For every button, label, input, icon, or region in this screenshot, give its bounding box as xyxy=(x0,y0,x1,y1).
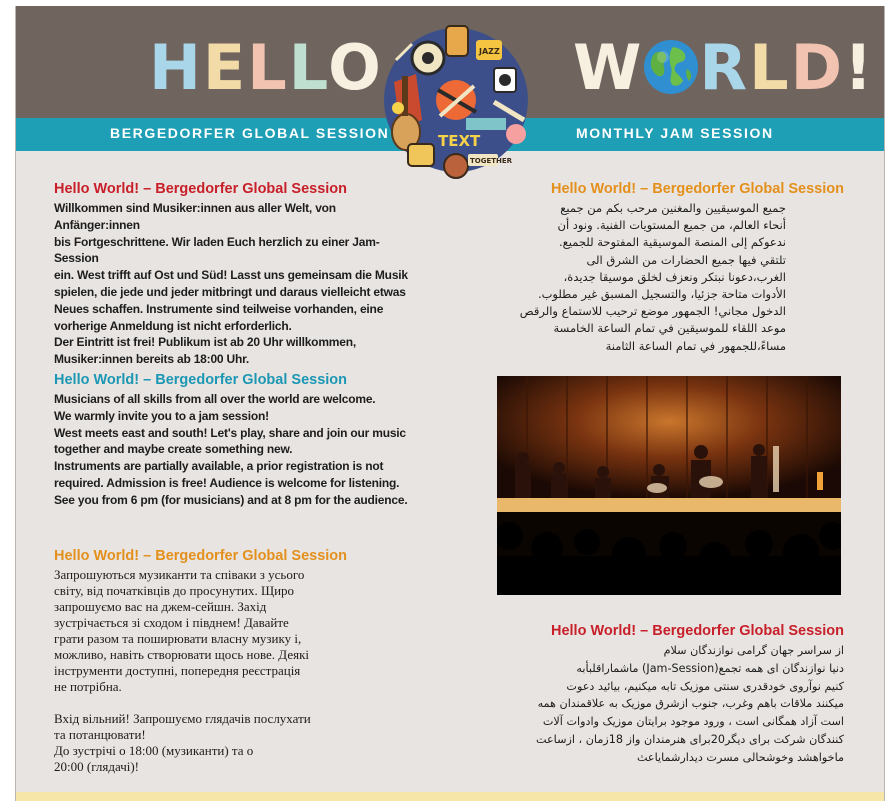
arabic-line: أنحاء العالم، من جميع المستويات الفنية. ونود أن xyxy=(557,218,786,233)
arabic-body xyxy=(476,200,844,355)
ukrainian-line: запрошуємо вас на джем-сейшн. Захід xyxy=(54,599,267,614)
persian-line: است آزاد همگانی است ، ورود موجود برایتان موزیک وادوات آلات xyxy=(542,715,844,729)
arabic-line: تلتقي فيها جميع الحضارات من الشرق الى xyxy=(586,252,786,267)
persian-line: کنندگان شرکت برای دیگر20برای هنرمندان واز 18زمان ، ازساعت xyxy=(536,732,844,746)
ukrainian-line: До зустрічі о 18:00 (музиканти) та о xyxy=(54,743,254,758)
arabic-line: الغرب،دعونا نبتكر ونعزف لخلق موسيقا جديدة، xyxy=(563,269,786,284)
ukrainian-line: зустрічається зі сходом і півднем! Давайте xyxy=(54,615,289,630)
arabic-line: الأدوات متاحة جزئيا، والتسجيل المسبق غير مطلوب. xyxy=(537,287,786,302)
section-arabic xyxy=(476,180,844,355)
instrument-collage-logo xyxy=(376,20,536,180)
german-line: Der Eintritt ist frei! Publikum ist ab 20 Uhr willkommen, xyxy=(54,335,356,350)
svg-text:TEXT: TEXT xyxy=(438,132,481,150)
ukrainian-line: Вхід вільний! Запрошуємо глядачів послухати xyxy=(54,711,311,726)
persian-body xyxy=(476,642,844,767)
english-line: required. Admission is free! Audience is welcome for listening. xyxy=(54,475,400,490)
ukrainian-line: не потрібна. xyxy=(54,679,122,694)
german-line: Neues schaffen. Instrumente sind teilweise vorhanden, eine xyxy=(54,301,384,316)
section-ukrainian xyxy=(54,547,384,775)
ukrainian-body xyxy=(54,567,384,775)
persian-line: میکنند ملاقات باهم وغرب، جنوب ازشرق موزیک به علاقمندان همه xyxy=(537,697,844,711)
svg-text:TOGETHER: TOGETHER xyxy=(470,157,513,165)
ukrainian-heading: Hello World! – Bergedorfer Global Session xyxy=(54,548,348,564)
globe-icon xyxy=(643,39,699,95)
english-line: We warmly invite you to a jam session! xyxy=(54,408,269,423)
arabic-line: ندعوكم إلى المنصة الموسيقية المفتوحة للجميع. xyxy=(558,235,786,250)
german-line: vorherige Anmeldung ist nicht erforderlich. xyxy=(54,318,292,333)
section-english xyxy=(54,371,424,509)
ukrainian-line: можливо, навіть створювати щось нове. Деякі xyxy=(54,647,309,662)
english-line: West meets east and south! Let's play, share and join our music xyxy=(54,425,406,440)
persian-line: کنیم نوآروی خودقدری سنتی موزیک تابه میکنیم، بیائید دعوت xyxy=(566,679,844,693)
german-line: ein. West trifft auf Ost und Süd! Lasst uns gemeinsam die Musik xyxy=(54,268,408,283)
german-line: Musiker:innen bereits ab 18:00 Uhr. xyxy=(54,352,250,367)
german-line: Willkommen sind Musiker:innen aus aller Welt, von Anfänger:innen xyxy=(54,201,336,232)
ukrainian-line: 20:00 (глядачі)! xyxy=(54,759,140,774)
hello-title: HELLO xyxy=(149,31,383,104)
english-heading: Hello World! – Bergedorfer Global Session xyxy=(54,372,348,388)
arabic-line: الدخول مجاني! الجمهور موضع ترحيب للاستماع والرقص xyxy=(519,304,786,319)
ukrainian-line: та потанцювати! xyxy=(54,727,146,742)
concert-photo xyxy=(497,376,841,595)
section-persian xyxy=(476,622,844,767)
english-line: together and maybe create something new. xyxy=(54,442,293,457)
ukrainian-line: грати разом та поширювати власну музику і, xyxy=(54,631,302,646)
arabic-line: مساءً،للجمهور في تمام الساعة الثامنة xyxy=(605,338,786,353)
section-german xyxy=(54,180,424,368)
persian-line: ماخواهشد وخوشحالی مسرت دیدارشمایاعث xyxy=(636,750,844,764)
english-body xyxy=(54,391,424,509)
strip-right-text: MONTHLY JAM SESSION xyxy=(576,125,774,141)
arabic-heading: Hello World! – Bergedorfer Global Session xyxy=(550,181,844,197)
ukrainian-line: Запрошуються музиканти та співаки з усього xyxy=(54,567,305,582)
german-line: spielen, die jede und jeder mitbringt und daraus vielleicht etwas xyxy=(54,284,406,299)
arabic-line: موعد اللقاء للموسيقين في تمام الساعة الخامسة xyxy=(553,321,786,336)
german-heading: Hello World! – Bergedorfer Global Session xyxy=(54,181,348,197)
flyer xyxy=(15,6,885,801)
arabic-line: جميع الموسيقيين والمغنين مرحب بكم من جميع xyxy=(560,201,786,215)
ukrainian-line: інструменти доступні, попередня реєстрація xyxy=(54,663,301,678)
world-title: W RLD! xyxy=(573,31,875,104)
german-line: bis Fortgeschrittene. Wir laden Euch herzlich zu einer Jam-Session xyxy=(54,234,380,266)
footer-bar xyxy=(16,792,884,801)
strip-left-text: BERGEDORFER GLOBAL SESSION xyxy=(110,125,390,141)
persian-heading: Hello World! – Bergedorfer Global Session xyxy=(550,623,844,639)
persian-line: دنیا نوازندگان ای همه تجمع(Jam-Session) ماشماراقلبأبه xyxy=(576,661,844,675)
persian-line: از سراسر جهان گرامی نوازندگان سلام xyxy=(663,644,844,657)
ukrainian-line: світу, від початківців до просунутих. Щиро xyxy=(54,583,295,598)
svg-text:JAZZ: JAZZ xyxy=(479,47,500,56)
english-line: See you from 6 pm (for musicians) and at 8 pm for the audience. xyxy=(54,492,408,507)
english-line: Instruments are partially available, a prior registration is not xyxy=(54,459,384,474)
english-line: Musicians of all skills from all over the world are welcome. xyxy=(54,392,376,406)
ukrainian-line xyxy=(54,695,384,711)
german-body xyxy=(54,200,424,368)
